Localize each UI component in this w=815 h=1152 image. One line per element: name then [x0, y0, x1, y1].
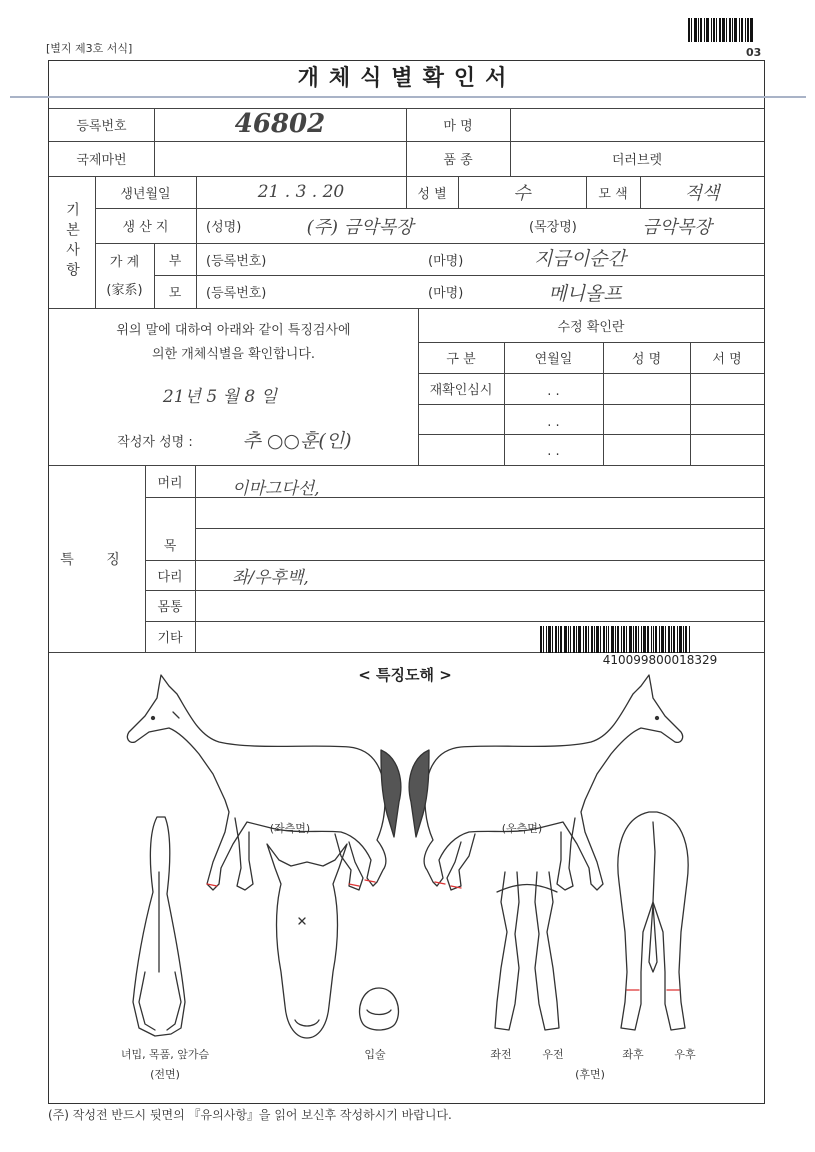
horse-muzzle-outline: [360, 988, 399, 1030]
revision-row-type: 재확인심시: [429, 383, 493, 398]
rule: [195, 528, 764, 529]
horse-right-side-outline: [409, 675, 682, 890]
rear-view-caption: (후면): [575, 1068, 605, 1081]
color-label: 모 색: [598, 186, 628, 202]
form-number: [별지 제3호 서식]: [46, 42, 133, 55]
revision-row-type: [418, 434, 504, 465]
sire-name-value: 지금이순간: [534, 248, 626, 270]
muzzle-caption: 입술: [364, 1048, 386, 1061]
dam-name-label: (마명): [428, 286, 464, 301]
feature-value-legs: 좌/우후백,: [232, 567, 309, 588]
features-section-label: 특 징: [60, 551, 134, 568]
horse-chest-front-outline: [133, 817, 185, 1036]
feature-label-head: 머리: [157, 475, 183, 491]
feature-label-other: 기타: [157, 631, 183, 646]
revision-header-name: 성 명: [631, 352, 662, 367]
revision-title: 수정 확인란: [557, 319, 625, 335]
origin-name-value: (주) 금악목장: [306, 216, 414, 238]
barcode-number: 410099800018329: [602, 653, 718, 667]
revision-header-type: 구 분: [446, 352, 476, 367]
revision-row-date: . .: [547, 384, 560, 399]
dam-label: 모: [168, 286, 182, 301]
hind-right-caption: 우후: [674, 1048, 696, 1061]
horse-head-front-outline: [267, 844, 347, 1038]
reg-no-label: 등록번호: [76, 119, 127, 134]
horse-rear-outline: [618, 812, 688, 1030]
revision-row-type: [418, 404, 504, 434]
confirmation-date: 21년 5 월 8 일: [162, 386, 278, 407]
sex-label: 성 별: [417, 186, 447, 202]
origin-name-label: (성명): [206, 220, 242, 235]
revision-header-date: 연월일: [534, 352, 573, 367]
intl-no-value: [154, 141, 406, 176]
rule: [145, 621, 764, 622]
origin-farm-label: (목장명): [529, 220, 577, 235]
feature-value-head: 이마그다선,: [232, 478, 320, 499]
birth-label: 생년월일: [120, 186, 171, 202]
page-title: 개체식별확인서: [297, 66, 517, 91]
chest-caption: 녀밉, 목품, 앞가슴: [120, 1048, 210, 1061]
origin-label: 생 산 지: [122, 220, 169, 235]
revision-header-sign: 서 명: [712, 352, 742, 367]
sex-value: 수: [513, 183, 531, 204]
bottom-barcode: [540, 626, 748, 653]
revision-row-date: . .: [547, 443, 560, 459]
rule: [195, 465, 196, 652]
breed-value: 더러브렛: [611, 153, 663, 168]
horse-name-label: 마 명: [443, 119, 473, 134]
author-label: 작성자 성명 :: [117, 434, 193, 450]
front-view-caption: (전면): [150, 1068, 180, 1081]
diagram-title: < 특징도해 >: [358, 666, 452, 684]
dam-name-value: 메니올프: [548, 282, 622, 305]
horse-left-side-outline: [127, 675, 400, 890]
right-side-caption: (우측면): [501, 822, 543, 835]
rule: [145, 590, 764, 591]
hind-left-caption: 좌후: [622, 1048, 644, 1061]
revision-row-date: . .: [547, 414, 560, 430]
front-right-caption: 우전: [542, 1048, 564, 1061]
feature-label-legs: 다리: [157, 569, 183, 585]
front-left-caption: 좌전: [490, 1048, 512, 1061]
feature-label-neck: 목: [163, 538, 177, 554]
statement-line-1: 위의 말에 대하여 아래와 같이 특징검사에: [116, 322, 351, 338]
top-barcode: [688, 18, 764, 42]
sire-reg-label: (등록번호): [206, 253, 267, 269]
author-signature: 추 ○○훈(인): [242, 429, 352, 452]
left-side-caption: (좌측면): [269, 822, 311, 835]
sire-label: 부: [168, 253, 182, 269]
breed-label: 품 종: [443, 153, 473, 168]
dam-reg-label: (등록번호): [206, 286, 267, 301]
statement-line-2: 의한 개체식별을 확인합니다.: [151, 346, 316, 362]
basic-section-label: 기본사항: [64, 202, 80, 282]
pedigree-label: 가 계: [109, 254, 140, 270]
reg-no-value: 46802: [234, 108, 326, 139]
origin-farm-value: 금악목장: [642, 216, 712, 238]
footnote: (주) 작성전 반드시 뒷면의 『유의사항』을 읽어 보신후 작성하시기 바랍니다.: [48, 1108, 452, 1122]
color-value: 적색: [684, 183, 720, 204]
pedigree-hanja: (家系): [106, 282, 143, 298]
birth-value: 21 . 3 . 20: [257, 182, 345, 202]
horse-front-legs-outline: [495, 872, 559, 1030]
horse-name-value: [510, 108, 764, 141]
intl-no-label: 국제마번: [76, 153, 127, 168]
sire-name-label: (마명): [428, 253, 464, 269]
feature-label-body: 몸통: [157, 600, 183, 615]
page-number: 03: [746, 46, 762, 59]
scan-line: [10, 96, 806, 98]
horse-diagram: [49, 672, 764, 1102]
rule: [196, 243, 197, 308]
